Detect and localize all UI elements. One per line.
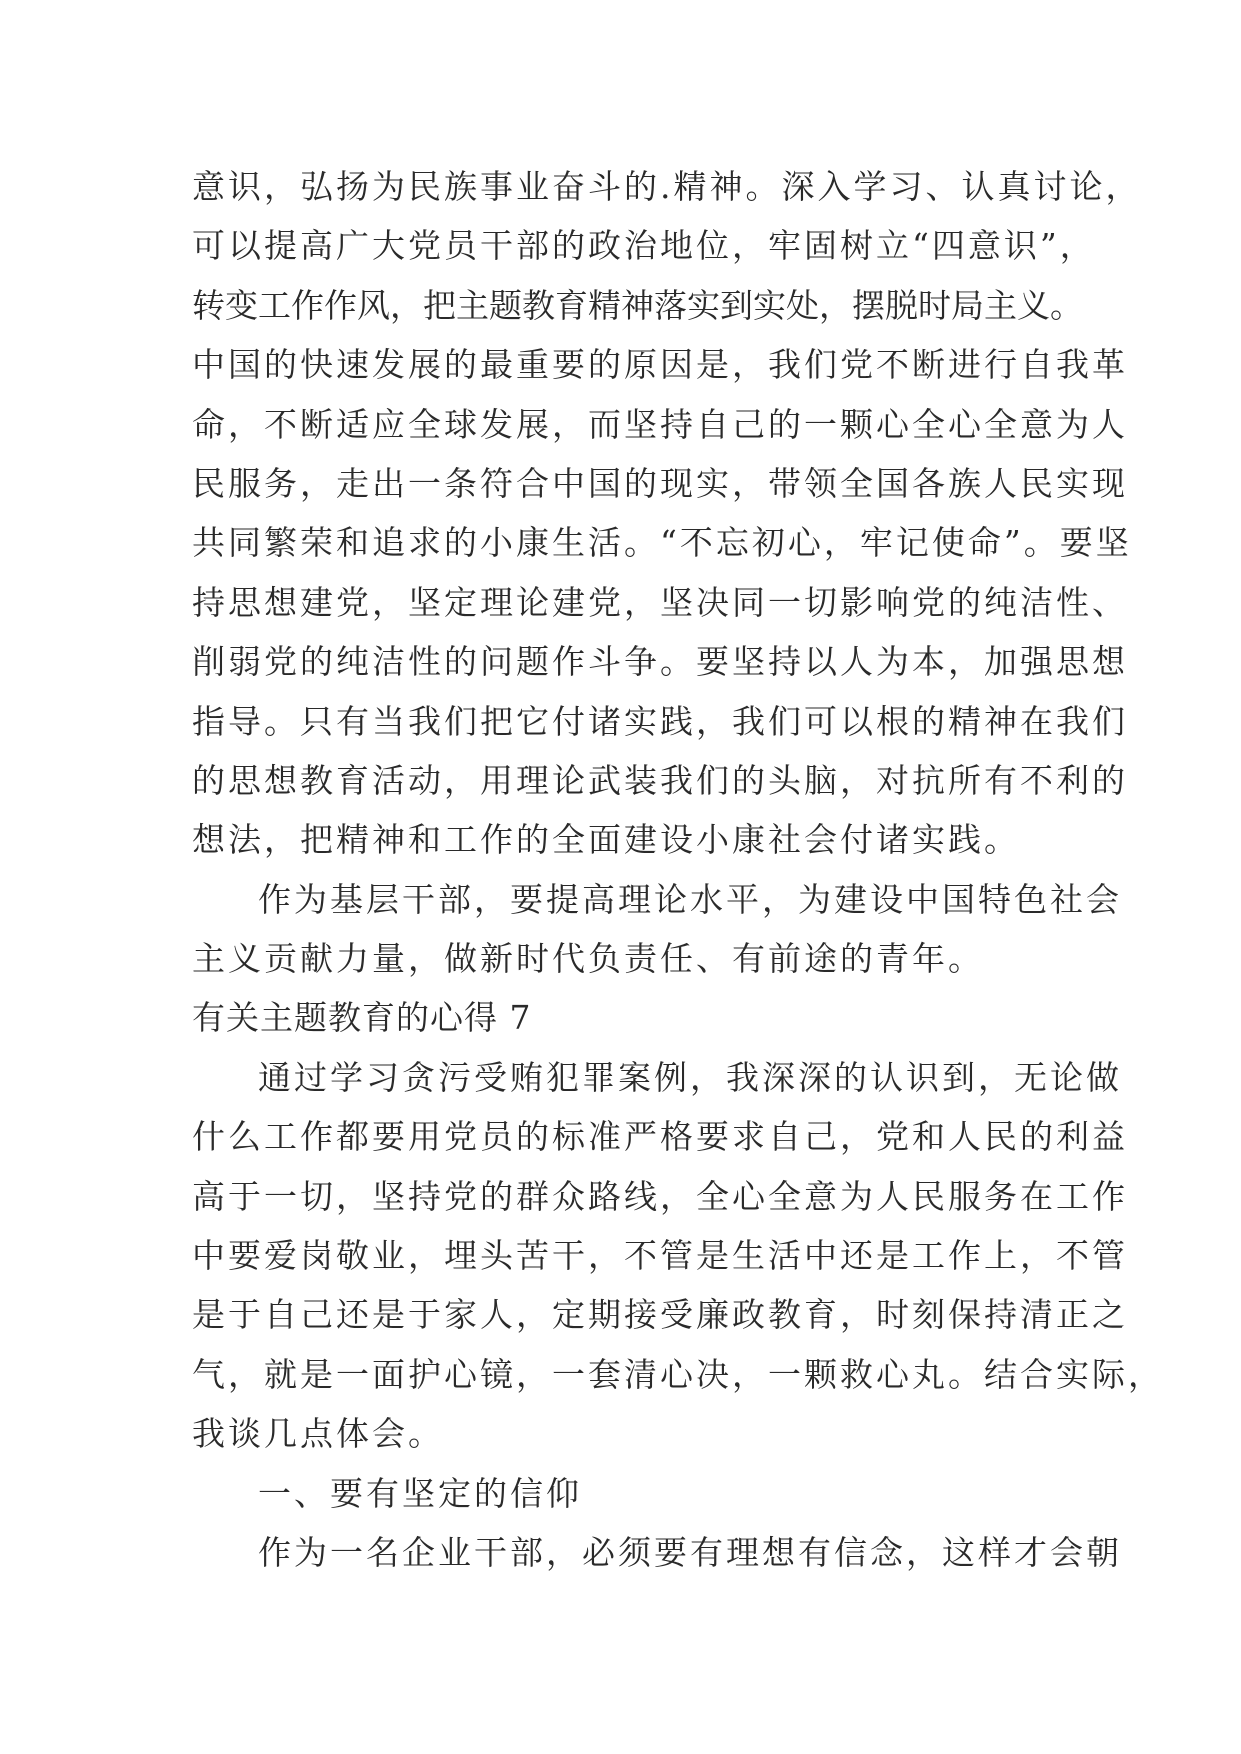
- text-line: 中要爱岗敬业，埋头苦干，不管是生活中还是工作上，不管: [192, 1236, 1128, 1276]
- document-body: [192, 157, 1164, 1582]
- text-line: 是于自己还是于家人，定期接受廉政教育，时刻保持清正之: [192, 1295, 1128, 1335]
- text-line: 转变工作作风，把主题教育精神落实到实处，摆脱时局主义。: [192, 285, 1083, 325]
- paragraph-start-line: 作为一名企业干部，必须要有理想有信念，这样才会朝: [258, 1532, 1122, 1572]
- text-line: 主义贡献力量，做新时代负责任、有前途的青年。: [192, 939, 984, 979]
- text-line: 高于一切，坚持党的群众路线，全心全意为人民服务在工作: [192, 1176, 1128, 1216]
- text-line: 命，不断适应全球发展，而坚持自己的一颗心全心全意为人: [192, 404, 1128, 444]
- section-heading: 有关主题教育的心得 7: [192, 998, 532, 1038]
- text-line: 持思想建党，坚定理论建党，坚决同一切影响党的纯洁性、: [192, 582, 1128, 622]
- text-line: 什么工作都要用党员的标准严格要求自己，党和人民的利益: [192, 1117, 1128, 1157]
- text-line: 可以提高广大党员干部的政治地位，牢固树立“四意识”，: [192, 226, 1096, 266]
- text-line: 削弱党的纯洁性的问题作斗争。要坚持以人为本，加强思想: [192, 642, 1128, 682]
- text-line: 想法，把精神和工作的全面建设小康社会付诸实践。: [192, 820, 1020, 860]
- text-line: 的思想教育活动，用理论武装我们的头脑，对抗所有不利的: [192, 760, 1128, 800]
- paragraph-start-line: 通过学习贪污受贿犯罪案例，我深深的认识到，无论做: [258, 1057, 1122, 1097]
- text-line: 气，就是一面护心镜，一套清心决，一颗救心丸。结合实际，: [192, 1354, 1164, 1394]
- text-line: 共同繁荣和追求的小康生活。“不忘初心，牢记使命”。要坚: [192, 523, 1132, 563]
- text-line: 意识，弘扬为民族事业奋斗的.精神。深入学习、认真讨论，: [192, 167, 1142, 206]
- text-line: 民服务，走出一条符合中国的现实，带领全国各族人民实现: [192, 463, 1128, 503]
- text-line: 中国的快速发展的最重要的原因是，我们党不断进行自我革: [192, 345, 1128, 385]
- paragraph-start-line: 作为基层干部，要提高理论水平，为建设中国特色社会: [258, 879, 1122, 919]
- text-line: 指导。只有当我们把它付诸实践，我们可以根的精神在我们: [192, 701, 1128, 741]
- text-line: 我谈几点体会。: [192, 1414, 444, 1454]
- subheading: 一、要有坚定的信仰: [258, 1473, 582, 1513]
